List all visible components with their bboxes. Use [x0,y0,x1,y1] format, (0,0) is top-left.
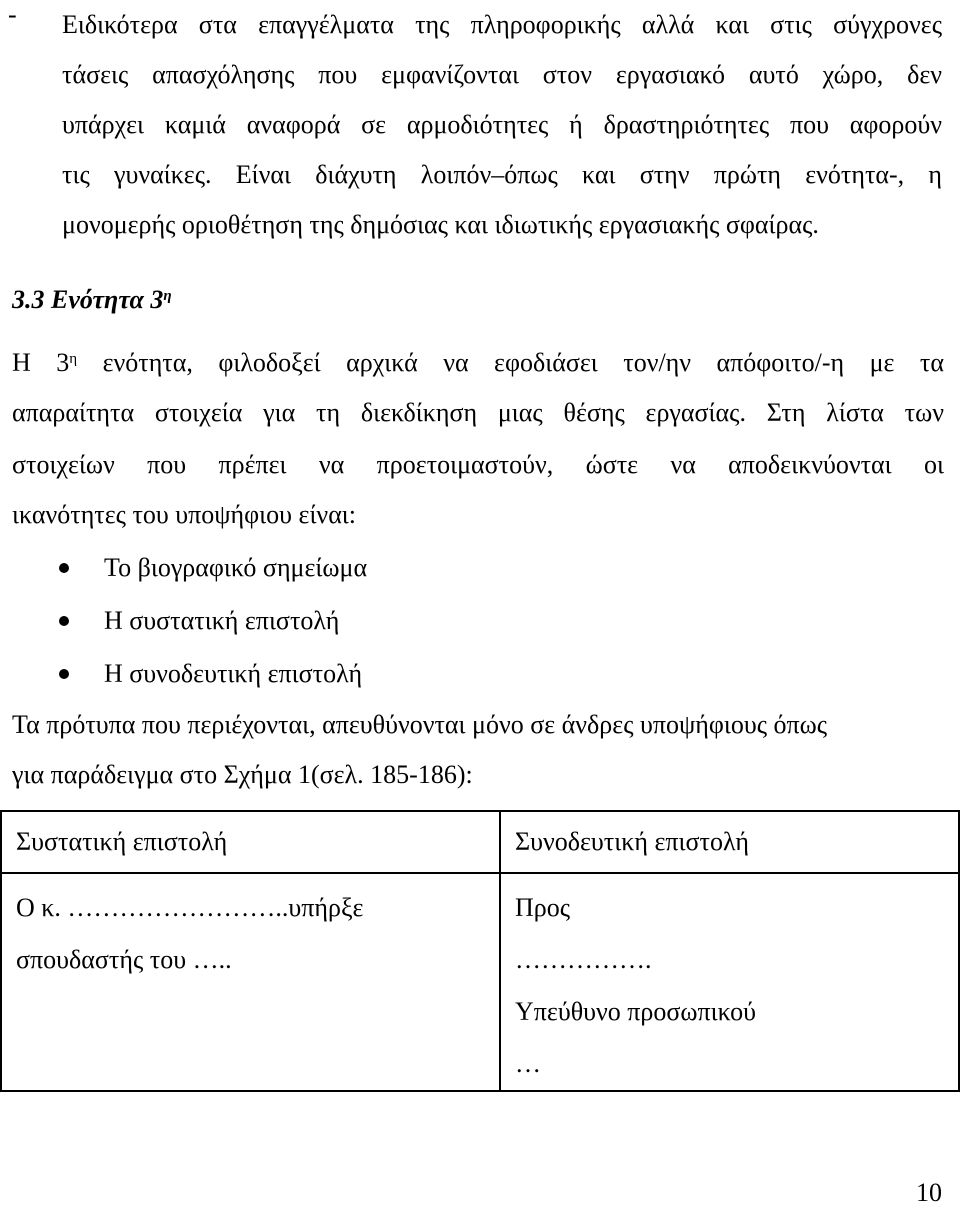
intro-line-3: υπάρχει καμιά αναφορά σε αρμοδιότητες ή δραστηριότητες που αφορούν [62,110,942,139]
list-item: Η συνοδευτική επιστολή [104,659,363,688]
header-recommendation-letter: Συστατική επιστολή [16,827,228,856]
closing-line-2: για παράδειγμα στο Σχήμα 1(σελ. 185-186): [12,760,473,789]
recommendation-line: Ο κ. ……………………..υπήρξε [16,893,364,922]
section-heading-text: 3.3 Ενότητα 3 [12,285,164,314]
body-line-1 [12,338,944,388]
body-line-1-post: ενότητα, φιλοδοξεί αρχικά να εφοδιάσει τον/ην απόφοιτο/-η με τα [77,348,945,377]
cover-line: … [515,1049,541,1078]
list-item: Η συστατική επιστολή [104,606,340,635]
body-cell-recommendation [1,873,500,1091]
list-item: Το βιογραφικό σημείωμα [104,553,368,582]
body-line-1-pre: Η 3 [12,348,70,377]
header-cell-cover [500,811,959,873]
section-heading-sup: η [163,288,172,304]
table-header-row [1,811,959,873]
cover-line: Προς [515,893,571,922]
header-cover-letter: Συνοδευτική επιστολή [515,827,749,856]
cover-line: Υπεύθυνο προσωπικού [515,997,757,1026]
letter-comparison-table [0,810,960,1092]
page-number: 10 [916,1178,942,1207]
section-heading [12,275,172,325]
bullet-icon [59,669,69,679]
intro-line-1: Ειδικότερα στα επαγγέλματα της πληροφορικής αλλά και στις σύγχρονες [62,10,942,39]
closing-line-1: Τα πρότυπα που περιέχονται, απευθύνονται μόνο σε άνδρες υποψήφιους όπως [12,710,828,739]
table-row [1,873,959,1091]
recommendation-line: σπουδαστής του ….. [16,945,232,974]
cover-line: ……………. [515,945,652,974]
intro-line-5: μονομερής οριοθέτηση της δημόσιας και ιδιωτικής εργασιακής σφαίρας. [62,210,819,239]
body-line-3: στοιχείων που πρέπει να προετοιμαστούν, ώστε να αποδεικνύονται οι [12,450,944,479]
body-line-2: απαραίτητα στοιχεία για τη διεκδίκηση μιας θέσης εργασίας. Στη λίστα των [12,398,944,427]
body-line-4: ικανότητες του υποψήφιου είναι: [12,500,357,529]
intro-line-4: τις γυναίκες. Είναι διάχυτη λοιπόν–όπως και στην πρώτη ενότητα-, η [62,160,942,189]
body-line-1-sup: η [69,351,78,367]
header-cell-recommendation [1,811,500,873]
list-dash: - [8,0,17,29]
bullet-icon [59,616,69,626]
intro-line-2: τάσεις απασχόλησης που εμφανίζονται στον εργασιακό αυτό χώρο, δεν [62,60,942,89]
body-cell-cover [500,873,959,1091]
bullet-icon [59,563,69,573]
